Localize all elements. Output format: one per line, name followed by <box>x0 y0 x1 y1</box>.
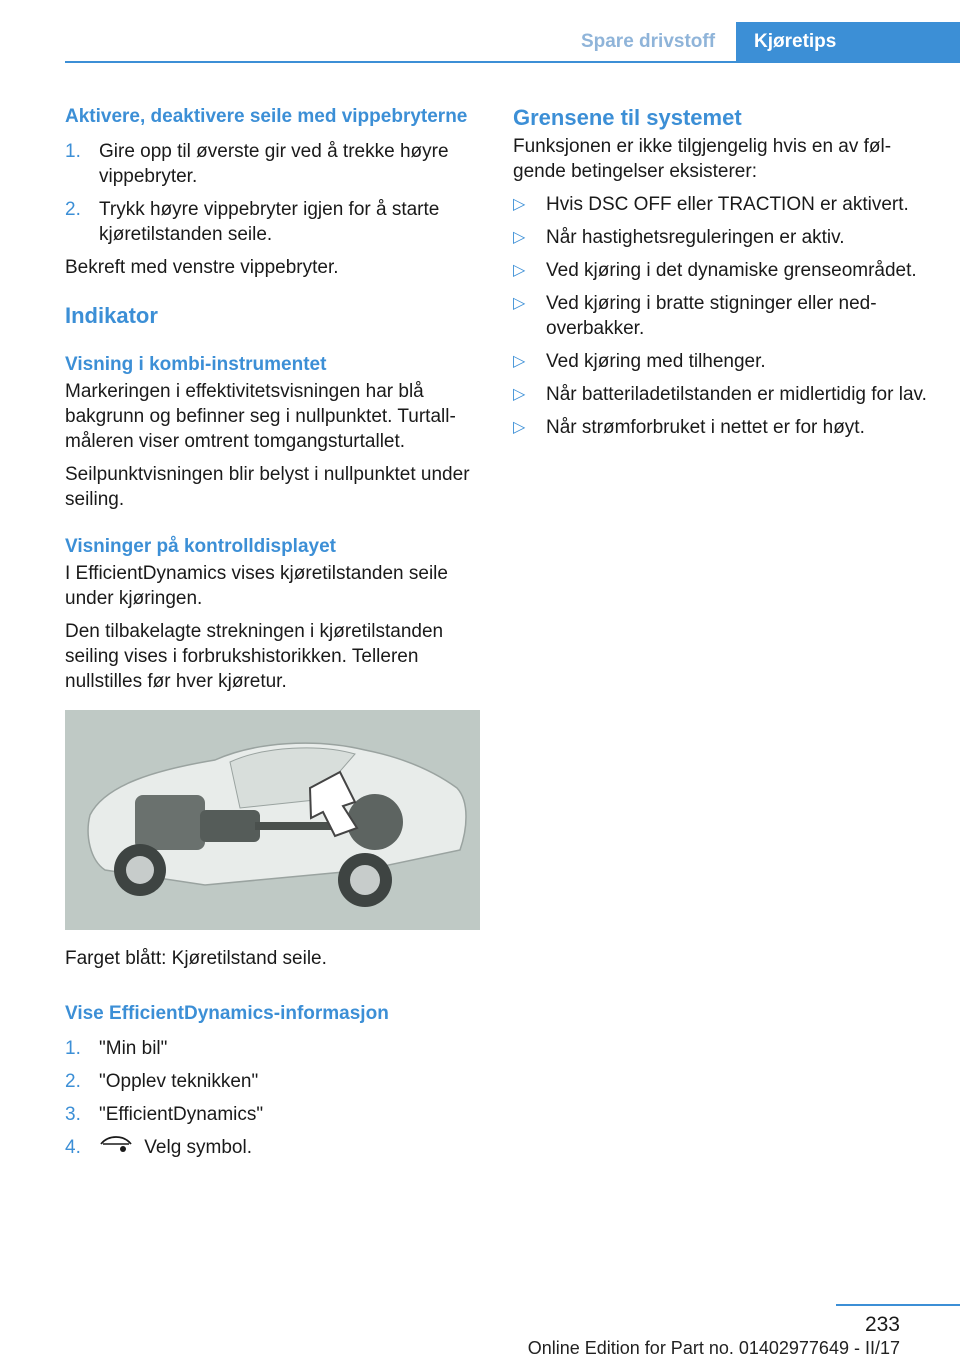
heading-activate-sailing: Aktivere, deaktivere seile med vippebryterne <box>65 106 468 127</box>
condition-text: Ved kjøring i bratte stigninger eller nedoverbakker. <box>546 293 877 339</box>
condition-text: Når batteriladetilstanden er midlertidig for lav. <box>546 384 927 405</box>
list-item <box>513 415 928 440</box>
heading-indicator: Indikator <box>65 303 158 328</box>
list-item <box>65 1036 483 1061</box>
instrument-paragraph-1: Markeringen i effektivitetsvisningen har blå bakgrunn og befinner seg i nullpunktet. Turtallmåleren viser omtrent tomgangsturtallet. <box>65 381 456 452</box>
figure-caption: Farget blått: Kjøretilstand seile. <box>65 948 327 969</box>
step-text: "EfficientDynamics" <box>99 1104 264 1125</box>
step-number: 1. <box>65 141 81 162</box>
step-number: 1. <box>65 1038 81 1059</box>
footer-divider <box>836 1304 960 1306</box>
triangle-bullet-icon: ▷ <box>513 353 526 370</box>
control-paragraph-1: I EfficientDynamics vises kjøretilstanden seile under kjøringen. <box>65 563 448 609</box>
triangle-bullet-icon: ▷ <box>513 196 526 213</box>
right-column <box>513 104 928 448</box>
step-number: 4. <box>65 1137 81 1158</box>
triangle-bullet-icon: ▷ <box>513 229 526 246</box>
car-drivetrain-image <box>65 710 480 930</box>
step-text: Trykk høyre vippebryter igjen for å starte kjøretilstanden seile. <box>99 199 440 245</box>
list-item <box>513 225 928 250</box>
step-number: 2. <box>65 1071 81 1092</box>
left-column <box>65 104 483 1168</box>
tab-spare-drivstoff[interactable]: Spare drivstoff <box>580 31 716 52</box>
page-number: 233 <box>864 1313 900 1336</box>
step-text: "Min bil" <box>99 1038 168 1059</box>
heading-system-limits: Grensene til systemet <box>513 105 742 130</box>
condition-text: Når hastighetsreguleringen er aktiv. <box>546 227 845 248</box>
instrument-paragraph-2: Seilpunktvisningen blir belyst i nullpunktet under seiling. <box>65 464 470 510</box>
heading-control-display: Visninger på kontrolldisplayet <box>65 536 336 557</box>
tab-kjoretips[interactable]: Kjøretips <box>736 22 960 62</box>
car-icon <box>99 1135 133 1160</box>
confirm-text: Bekreft med venstre vippebryter. <box>65 257 339 278</box>
activate-steps-list <box>65 139 483 247</box>
list-item <box>65 197 483 247</box>
step-text: Gire opp til øverste gir ved å trekke høyre vippebryter. <box>99 141 449 187</box>
list-item <box>65 139 483 189</box>
heading-show-efficientdynamics: Vise EfficientDynamics-informasjon <box>65 1003 389 1024</box>
edition-footer: Online Edition for Part no. 01402977649 - II/17 <box>527 1338 900 1358</box>
triangle-bullet-icon: ▷ <box>513 419 526 436</box>
conditions-list <box>513 192 928 440</box>
condition-text: Ved kjøring med tilhenger. <box>546 351 766 372</box>
list-item <box>513 291 928 341</box>
condition-text: Ved kjøring i det dynamiske grenseområdet. <box>546 260 917 281</box>
heading-instrument-display: Visning i kombi-instrumentet <box>65 354 327 375</box>
triangle-bullet-icon: ▷ <box>513 262 526 279</box>
triangle-bullet-icon: ▷ <box>513 386 526 403</box>
step-text: Velg symbol. <box>144 1137 253 1158</box>
limits-intro: Funksjonen er ikke tilgjengelig hvis en av følgende betingelser eksisterer: <box>513 136 892 182</box>
condition-text: Når strømforbruket i nettet er for høyt. <box>546 417 865 438</box>
list-item <box>65 1102 483 1127</box>
car-illustration <box>65 710 480 930</box>
step-number: 2. <box>65 199 81 220</box>
header-divider <box>65 61 960 63</box>
control-paragraph-2: Den tilbakelagte strekningen i kjøretilstanden seiling vises i forbrukshistorikken. Telleren nullstilles før hver kjøretur. <box>65 621 444 692</box>
condition-text: Hvis DSC OFF eller TRACTION er aktivert. <box>546 194 909 215</box>
step-number: 3. <box>65 1104 81 1125</box>
list-item <box>513 382 928 407</box>
list-item <box>513 349 928 374</box>
list-item <box>65 1069 483 1094</box>
step-text: "Opplev teknikken" <box>99 1071 259 1092</box>
list-item <box>65 1135 483 1160</box>
show-steps-list <box>65 1036 483 1160</box>
list-item <box>513 258 928 283</box>
list-item <box>513 192 928 217</box>
triangle-bullet-icon: ▷ <box>513 295 526 312</box>
